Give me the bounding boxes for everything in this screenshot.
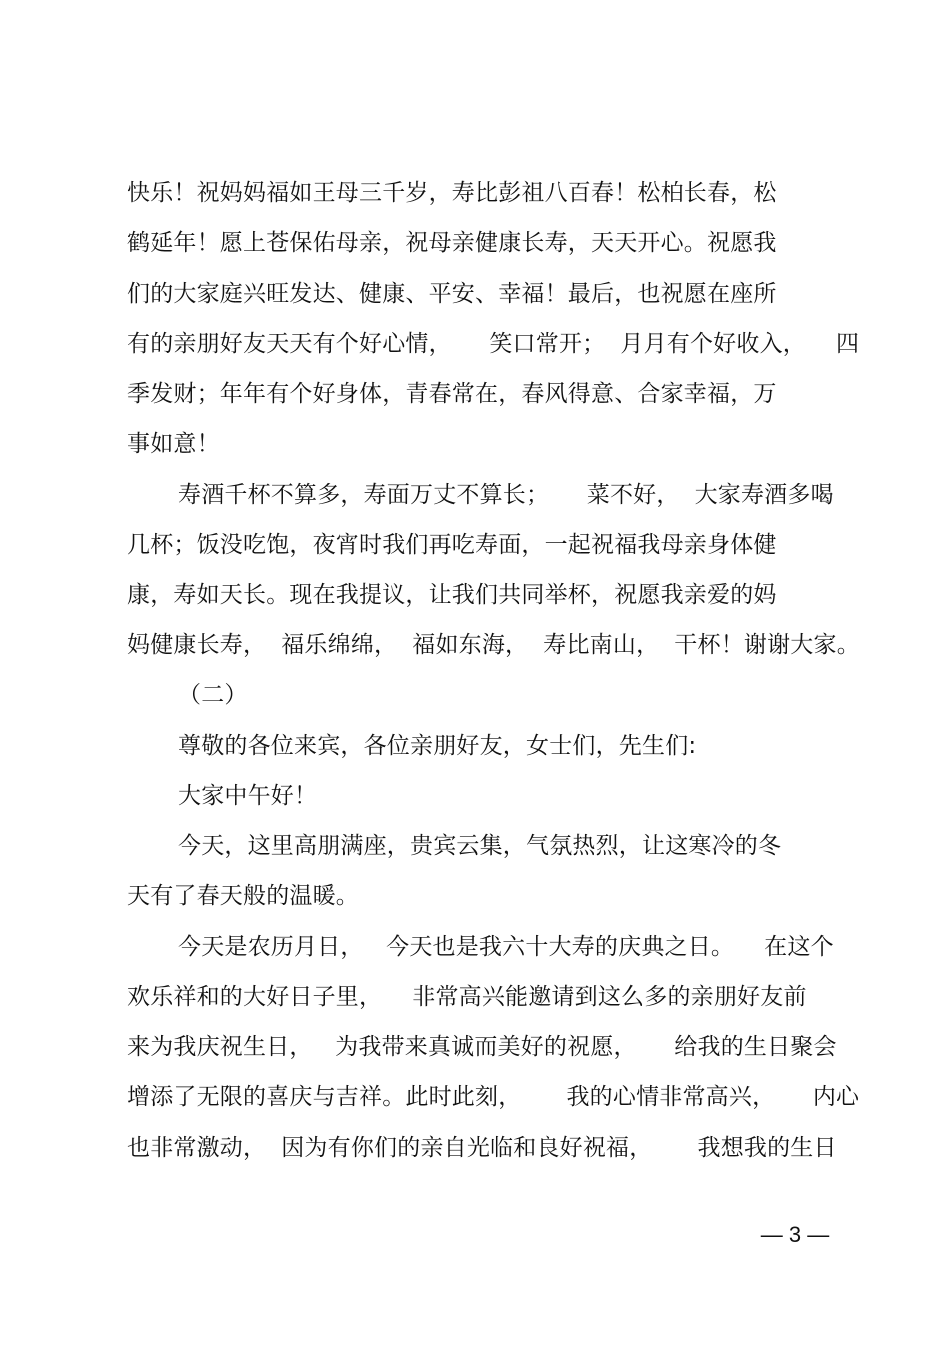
text-line: 增添了无限的喜庆与吉祥。此时此刻， 我的心情非常高兴， 内心 [127, 1084, 860, 1110]
paragraph-start-line: 今天是农历月日， 今天也是我六十大寿的庆典之日。 在这个 [178, 934, 834, 960]
salutation-line: 尊敬的各位来宾，各位亲朋好友，女士们，先生们: [178, 733, 697, 759]
text-line: 欢乐祥和的大好日子里， 非常高兴能邀请到这么多的亲朋好友前 [127, 984, 807, 1010]
text-line: 们的大家庭兴旺发达、健康、平安、幸福！最后，也祝愿在座所 [127, 281, 777, 307]
text-line: 妈健康长寿， 福乐绵绵， 福如东海， 寿比南山， 干杯！谢谢大家。 [127, 632, 860, 658]
text-line: 有的亲朋好友天天有个好心情， 笑口常开； 月月有个好收入， 四 [127, 331, 860, 357]
text-line: 事如意！ [127, 431, 220, 457]
paragraph-start-line: 今天，这里高朋满座，贵宾云集，气氛热烈，让这寒冷的冬 [178, 833, 782, 859]
greeting-line: 大家中午好！ [178, 783, 318, 809]
text-line: 几杯；饭没吃饱，夜宵时我们再吃寿面，一起祝福我母亲身体健 [127, 532, 777, 558]
section-heading: （二） [178, 682, 248, 708]
text-line: 康，寿如天长。现在我提议，让我们共同举杯，祝愿我亲爱的妈 [127, 582, 777, 608]
text-line: 也非常激动， 因为有你们的亲自光临和良好祝福， 我想我的生日 [127, 1135, 837, 1161]
paragraph-start-line: 寿酒千杯不算多，寿面万丈不算长； 菜不好， 大家寿酒多喝 [178, 482, 834, 508]
text-line: 天有了春天般的温暖。 [127, 883, 359, 909]
text-line: 季发财；年年有个好身体，青春常在，春风得意、合家幸福，万 [127, 381, 777, 407]
page-number: — 3 — [760, 1222, 830, 1247]
text-line: 鹤延年！愿上苍保佑母亲，祝母亲健康长寿，天天开心。祝愿我 [127, 230, 777, 256]
text-line: 来为我庆祝生日， 为我带来真诚而美好的祝愿， 给我的生日聚会 [127, 1034, 837, 1060]
text-line: 快乐！祝妈妈福如王母三千岁，寿比彭祖八百春！松柏长春，松 [127, 180, 777, 206]
